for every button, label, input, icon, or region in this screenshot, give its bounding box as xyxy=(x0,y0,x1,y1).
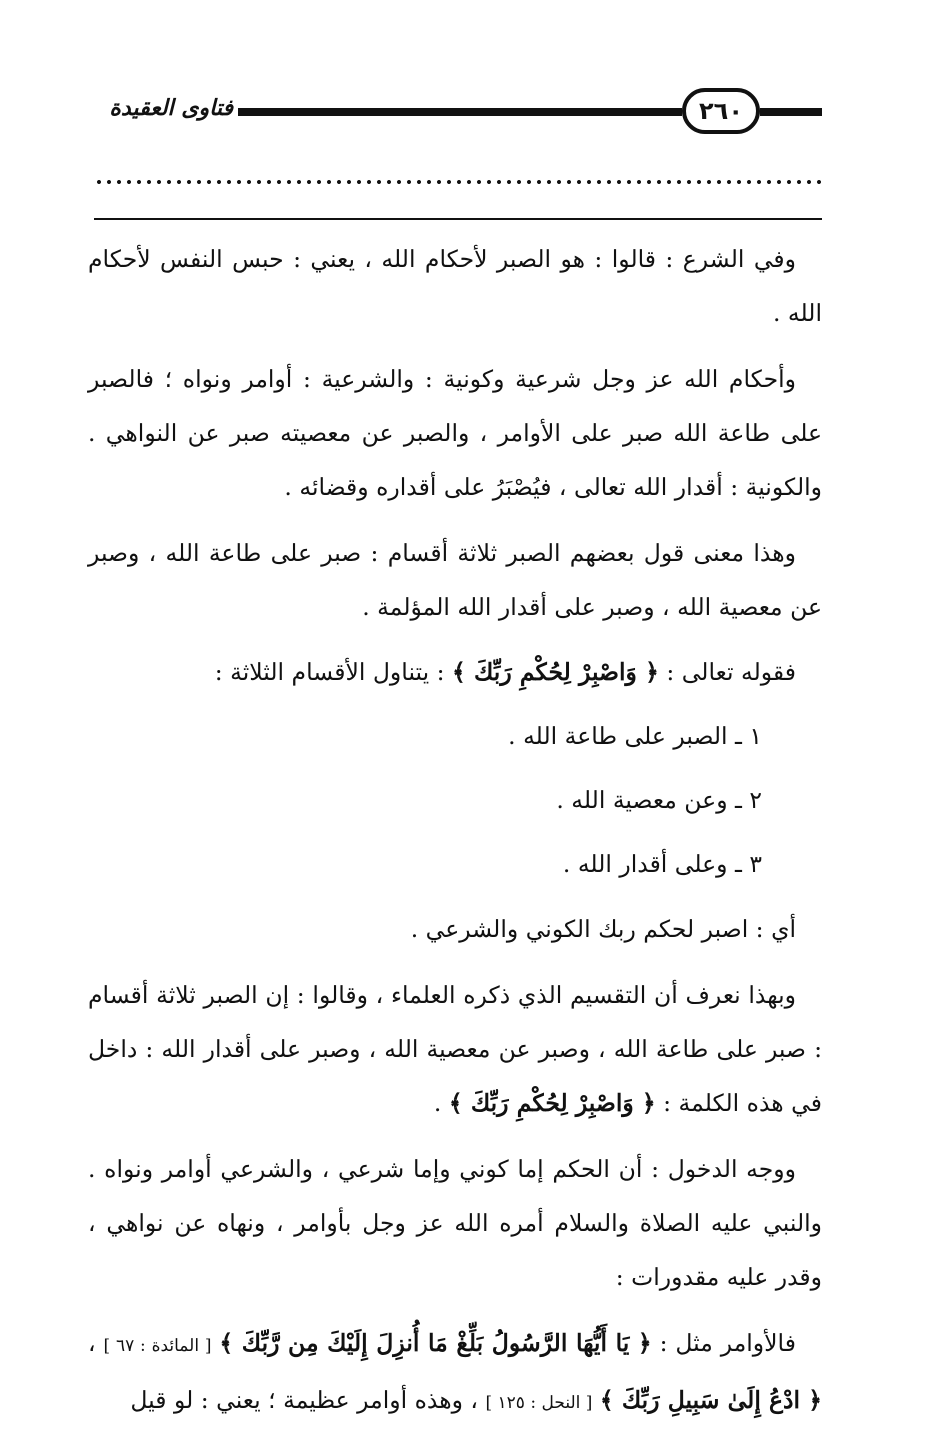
header-rule-bar xyxy=(238,108,682,116)
dotted-divider xyxy=(94,176,822,188)
page-body xyxy=(88,232,822,1442)
list-item: ١ ـ الصبر على طاعة الله . xyxy=(508,722,762,750)
list-item: ٢ ـ وعن معصية الله . xyxy=(556,786,762,814)
paragraph: وفي الشرع : قالوا : هو الصبر لأحكام الله ، يعني : حبس النفس لأحكام الله . xyxy=(88,245,822,327)
paragraph xyxy=(88,968,822,1130)
paragraph: وهذا معنى قول بعضهم الصبر ثلاثة أقسام : صبر على طاعة الله ، وصبر عن معصية الله ، وصبر على أقدار الله المؤلمة . xyxy=(88,539,822,621)
quran-quote: ﴿ وَاصْبِرْ لِحُكْمِ رَبِّكَ ﴾ xyxy=(448,1089,656,1117)
paragraph xyxy=(88,1316,822,1430)
paragraph: أي : اصبر لحكم ربك الكوني والشرعي . xyxy=(410,915,796,943)
text-run: فقوله تعالى : xyxy=(666,658,796,686)
header-rule-bar-end xyxy=(760,108,822,116)
text-run: ، وهذه أوامر عظيمة ؛ يعني : لو قيل xyxy=(130,1386,479,1414)
paragraph xyxy=(88,646,822,698)
page-number-badge: ٢٦٠ xyxy=(682,88,760,134)
text-run: . xyxy=(433,1089,442,1117)
verse-reference: [ المائدة : ٦٧ ] xyxy=(103,1336,212,1356)
horizontal-divider xyxy=(94,218,822,220)
text-run: وبهذا نعرف أن التقسيم الذي ذكره العلماء ، وقالوا : إن الصبر ثلاثة أقسام : صبر على طاعة الله ، وصبر عن معصية الله ، وصبر على أقدار الله : داخل في هذه الكلمة : xyxy=(88,981,822,1117)
text-run: ، xyxy=(88,1329,96,1357)
quran-quote: ﴿ وَاصْبِرْ لِحُكْمِ رَبِّكَ ﴾ xyxy=(452,658,659,686)
paragraph: ووجه الدخول : أن الحكم إما كوني وإما شرعي ، والشرعي أوامر ونواه . والنبي عليه الصلاة والسلام أمره الله عز وجل بأوامر ، ونهاه عن نواهي ، وقدر عليه مقدورات : xyxy=(88,1155,822,1291)
verse-reference: [ النحل : ١٢٥ ] xyxy=(485,1393,593,1413)
running-header-title: فتاوى العقيدة xyxy=(109,96,233,121)
text-run: : يتناول الأقسام الثلاثة : xyxy=(214,658,445,686)
quran-quote: ﴿ يَا أَيُّهَا الرَّسُولُ بَلِّغْ مَا أُنزِلَ إِلَيْكَ مِن رَّبِّكَ ﴾ xyxy=(219,1329,652,1357)
quran-quote: ﴿ ادْعُ إِلَىٰ سَبِيلِ رَبِّكَ ﴾ xyxy=(599,1386,822,1414)
paragraph: وأحكام الله عز وجل شرعية وكونية : والشرعية : أوامر ونواه ؛ فالصبر على طاعة الله صبر على الأوامر ، والصبر عن معصيته صبر عن النواهي . والكونية : أقدار الله تعالى ، فيُصْبَرُ على أقداره وقضائه . xyxy=(88,365,822,501)
list-item: ٣ ـ وعلى أقدار الله . xyxy=(562,850,762,878)
text-run: فالأوامر مثل : xyxy=(659,1329,796,1357)
